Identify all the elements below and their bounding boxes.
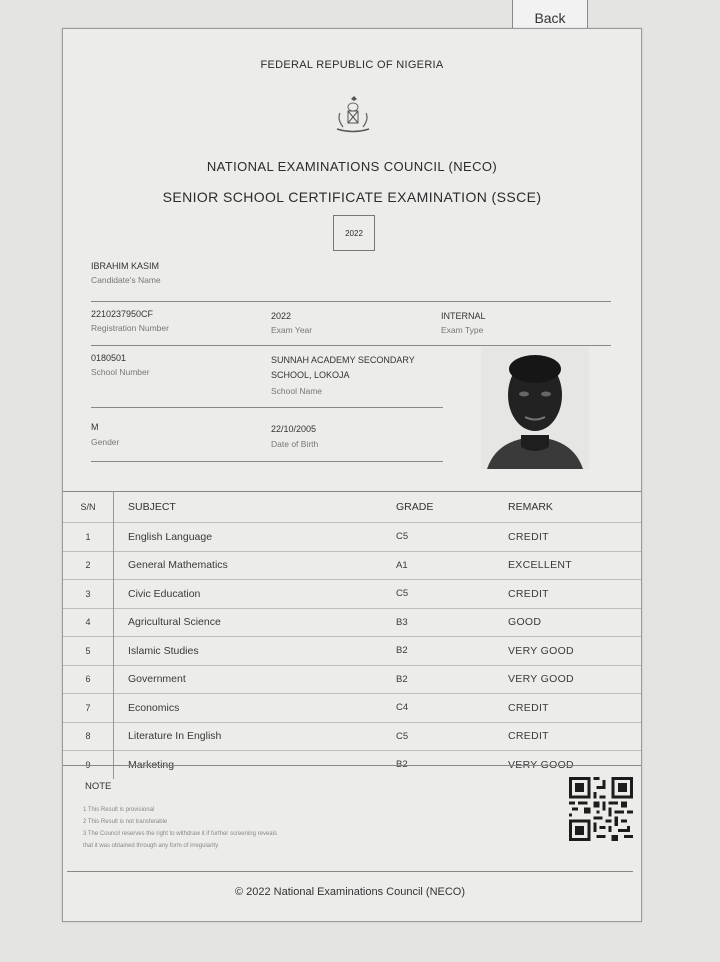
date-of-birth: 22/10/2005 bbox=[271, 424, 317, 434]
registration-number: 2210237950CF bbox=[91, 309, 154, 319]
back-button[interactable]: Back bbox=[512, 0, 588, 38]
row-subject: General Mathematics bbox=[114, 551, 396, 580]
table-row bbox=[63, 694, 641, 723]
exam-year: 2022 bbox=[271, 311, 292, 321]
row-subject: Literature In English bbox=[114, 722, 396, 751]
row-sn: 7 bbox=[63, 694, 114, 723]
candidate-name-label: Candidate's Name bbox=[91, 275, 161, 285]
qr-code-icon bbox=[569, 777, 633, 841]
note-title: NOTE bbox=[85, 781, 112, 792]
row-remark: CREDIT bbox=[507, 523, 641, 552]
divider bbox=[91, 461, 443, 462]
council-title: NATIONAL EXAMINATIONS COUNCIL (NECO) bbox=[206, 159, 498, 174]
row-grade: B2 bbox=[395, 637, 507, 666]
divider bbox=[91, 345, 611, 346]
row-subject: English Language bbox=[114, 523, 396, 552]
row-grade: C5 bbox=[395, 580, 507, 609]
row-grade: A1 bbox=[395, 551, 507, 580]
row-grade: B3 bbox=[395, 608, 507, 637]
row-remark: EXCELLENT bbox=[507, 551, 641, 580]
table-row bbox=[63, 665, 641, 694]
divider bbox=[91, 407, 443, 408]
row-subject: Government bbox=[114, 665, 396, 694]
table-row bbox=[63, 523, 641, 552]
row-sn: 4 bbox=[63, 608, 114, 637]
table-row bbox=[63, 637, 641, 666]
grade-header: GRADE bbox=[396, 501, 434, 513]
exam-type-label: Exam Type bbox=[441, 325, 484, 335]
table-row bbox=[63, 608, 641, 637]
coat-of-arms-icon bbox=[331, 95, 375, 135]
row-sn: 3 bbox=[63, 580, 114, 609]
candidate-name: IBRAHIM KASIM bbox=[91, 261, 160, 271]
row-sn: 1 bbox=[63, 523, 114, 552]
row-grade: C4 bbox=[395, 694, 507, 723]
table-row bbox=[63, 551, 641, 580]
results-table bbox=[63, 491, 641, 779]
school-name-line2: SCHOOL, LOKOJA bbox=[271, 370, 350, 380]
gender: M bbox=[91, 422, 99, 432]
country-heading: FEDERAL REPUBLIC OF NIGERIA bbox=[260, 59, 444, 71]
row-sn: 9 bbox=[63, 751, 114, 779]
school-number-label: School Number bbox=[91, 367, 150, 377]
row-remark: VERY GOOD bbox=[507, 665, 641, 694]
registration-number-label: Registration Number bbox=[91, 323, 169, 333]
exam-type: INTERNAL bbox=[441, 311, 486, 321]
row-remark: VERY GOOD bbox=[507, 637, 641, 666]
subject-header: SUBJECT bbox=[128, 501, 176, 513]
row-remark: CREDIT bbox=[507, 694, 641, 723]
row-sn: 5 bbox=[63, 637, 114, 666]
row-remark: CREDIT bbox=[507, 580, 641, 609]
row-grade: C5 bbox=[395, 722, 507, 751]
row-grade: B2 bbox=[395, 751, 507, 779]
result-sheet bbox=[62, 28, 642, 922]
divider bbox=[91, 301, 611, 302]
candidate-photo bbox=[481, 347, 589, 469]
row-remark: GOOD bbox=[507, 608, 641, 637]
school-number: 0180501 bbox=[91, 353, 127, 363]
table-row bbox=[63, 580, 641, 609]
row-remark: CREDIT bbox=[507, 722, 641, 751]
sn-header: S/N bbox=[63, 492, 114, 523]
row-grade: B2 bbox=[395, 665, 507, 694]
row-subject: Islamic Studies bbox=[114, 637, 396, 666]
results-header bbox=[63, 492, 641, 523]
row-subject: Marketing bbox=[114, 751, 396, 779]
row-subject: Economics bbox=[114, 694, 396, 723]
row-subject: Civic Education bbox=[114, 580, 396, 609]
exam-title: SENIOR SCHOOL CERTIFICATE EXAMINATION (SSCE) bbox=[162, 189, 542, 205]
remark-header: REMARK bbox=[508, 501, 553, 513]
school-name-label: School Name bbox=[271, 386, 323, 396]
row-sn: 8 bbox=[63, 722, 114, 751]
note-item: 2 This Result is not transferable bbox=[83, 819, 168, 825]
exam-year-label: Exam Year bbox=[271, 325, 313, 335]
row-sn: 6 bbox=[63, 665, 114, 694]
note-item: that it was obtained through any form of irregularity bbox=[83, 843, 219, 849]
row-grade: C5 bbox=[395, 523, 507, 552]
exam-year-badge: 2022 bbox=[333, 215, 375, 251]
row-subject: Agricultural Science bbox=[114, 608, 396, 637]
gender-label: Gender bbox=[91, 437, 120, 447]
table-row bbox=[63, 722, 641, 751]
row-sn: 2 bbox=[63, 551, 114, 580]
divider bbox=[63, 765, 641, 766]
row-remark: VERY GOOD bbox=[507, 751, 641, 779]
note-item: 3 The Council reserves the right to withdraw it if further screening reveals bbox=[83, 831, 277, 837]
footer-copyright: © 2022 National Examinations Council (NECO) bbox=[67, 871, 633, 912]
school-name-line1: SUNNAH ACADEMY SECONDARY bbox=[271, 355, 415, 365]
date-of-birth-label: Date of Birth bbox=[271, 439, 319, 449]
note-item: 1 This Result is provisional bbox=[83, 807, 155, 813]
